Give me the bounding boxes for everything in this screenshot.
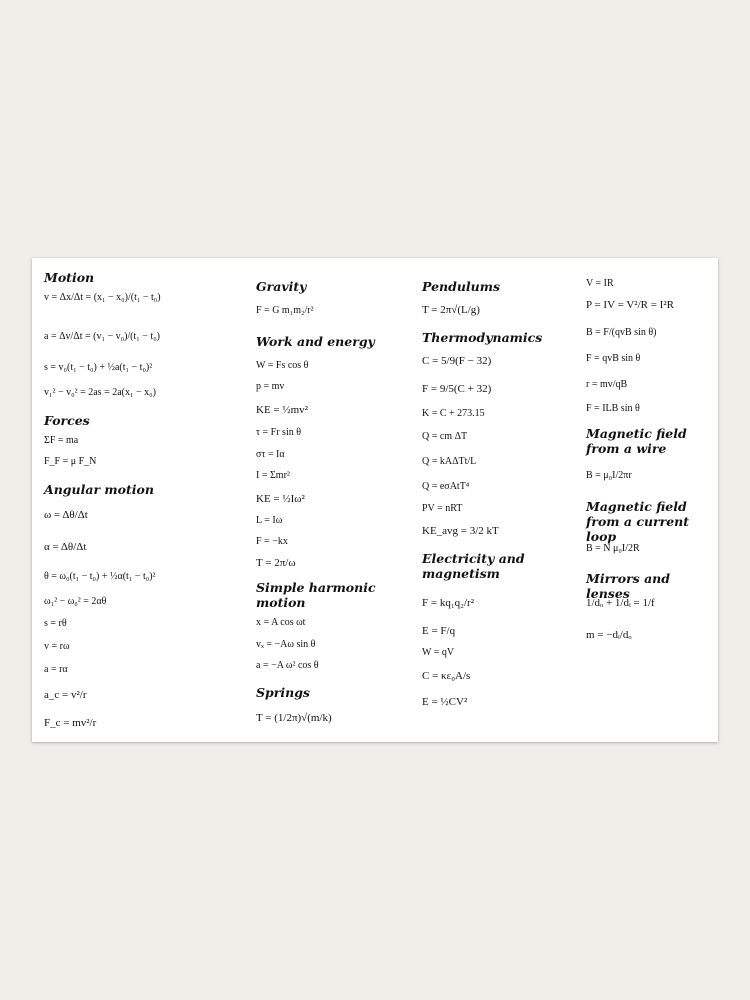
equation: Q = kAΔTt/L <box>422 456 477 467</box>
heading-thermodynamics: Thermodynamics <box>422 330 543 345</box>
equation: Q = cm ΔT <box>422 431 468 442</box>
equation: v = Δx/Δt = (x₁ − x₀)/(t₁ − t₀) <box>44 292 161 303</box>
equation: Q = eσAtT⁴ <box>422 481 470 492</box>
equation: KE = ½mv² <box>256 404 308 416</box>
equation: B = F/(qvB sin θ) <box>586 327 657 338</box>
equation: a = rα <box>44 664 68 675</box>
equation: KE_avg = 3/2 kT <box>422 525 499 537</box>
equation: T = 2π√(L/g) <box>422 304 480 316</box>
equation: r = mv/qB <box>586 379 628 390</box>
equation: θ = ω₀(t₁ − t₀) + ½α(t₁ − t₀)² <box>44 571 156 582</box>
equation: ω = Δθ/Δt <box>44 509 88 521</box>
heading-magnetic-field-wire: Magnetic field from a wire <box>586 426 687 456</box>
equation: E = F/q <box>422 625 456 637</box>
equation: s = rθ <box>44 618 67 629</box>
equation: α = Δθ/Δt <box>44 541 87 553</box>
equation: T = 2π/ω <box>256 557 296 569</box>
equation: a = −A ω² cos θ <box>256 660 319 671</box>
equation: F = G m₁m₂/r² <box>256 305 314 316</box>
equation: K = C + 273.15 <box>422 408 485 419</box>
equation: a_c = v²/r <box>44 689 87 701</box>
equation: 1/dₒ + 1/dᵢ = 1/f <box>586 597 655 609</box>
equation: στ = Iα <box>256 449 285 460</box>
heading-electricity-magnetism: Electricity and magnetism <box>422 551 525 581</box>
heading-gravity: Gravity <box>256 279 307 294</box>
equation: τ = Fr sin θ <box>256 427 302 438</box>
equation: m = −dᵢ/dₒ <box>586 629 632 641</box>
equation: s = v₀(t₁ − t₀) + ½a(t₁ − t₀)² <box>44 362 153 373</box>
heading-simple-harmonic-motion: Simple harmonic motion <box>256 580 376 610</box>
heading-magnetic-field-loop: Magnetic field from a current loop <box>586 499 690 544</box>
heading-springs: Springs <box>256 685 310 700</box>
equation: vₓ = −Aω sin θ <box>256 639 316 650</box>
equation: x = A cos ωt <box>256 617 306 628</box>
formula-sheet-print <box>32 258 718 742</box>
equation: P = IV = V²/R = I²R <box>586 299 674 311</box>
equation: V = IR <box>586 278 614 289</box>
heading-pendulums: Pendulums <box>422 279 501 294</box>
equation: F_c = mv²/r <box>44 717 97 729</box>
equation: W = qV <box>422 647 455 658</box>
equation: F = ILB sin θ <box>586 403 640 414</box>
equation: F = −kx <box>256 536 288 547</box>
equation: F = 9/5(C + 32) <box>422 383 492 395</box>
equation: F_F = μ F_N <box>44 456 97 467</box>
equation: PV = nRT <box>422 503 463 514</box>
equation: a = Δv/Δt = (v₁ − v₀)/(t₁ − t₀) <box>44 331 161 342</box>
equation: ω₁² − ω₀² = 2αθ <box>44 596 107 607</box>
equation: ΣF = ma <box>44 435 79 446</box>
equation: T = (1/2π)√(m/k) <box>256 712 332 724</box>
heading-angular-motion: Angular motion <box>44 482 154 497</box>
heading-motion: Motion <box>44 270 95 285</box>
equation: I = Σmr² <box>256 470 290 481</box>
equation: F = qvB sin θ <box>586 353 641 364</box>
heading-forces: Forces <box>44 413 90 428</box>
equation: C = 5/9(F − 32) <box>422 355 492 367</box>
heading-work-energy: Work and energy <box>256 334 375 349</box>
equation: F = kq₁q₂/r² <box>422 597 475 609</box>
equation: E = ½CV² <box>422 696 468 708</box>
equation: B = μ₀I/2πr <box>586 470 632 481</box>
equation: B = N μ₀I/2R <box>586 543 640 554</box>
equation: p = mv <box>256 381 285 392</box>
equation: W = Fs cos θ <box>256 360 309 371</box>
heading-mirrors-lenses: Mirrors and lenses <box>586 571 670 601</box>
equation: KE = ½Iω² <box>256 493 305 505</box>
equation: C = κε₀A/s <box>422 670 471 682</box>
equation: v₁² − v₀² = 2as = 2a(x₁ − x₀) <box>44 387 156 398</box>
equation: L = Iω <box>256 515 283 526</box>
equation: v = rω <box>44 641 70 652</box>
